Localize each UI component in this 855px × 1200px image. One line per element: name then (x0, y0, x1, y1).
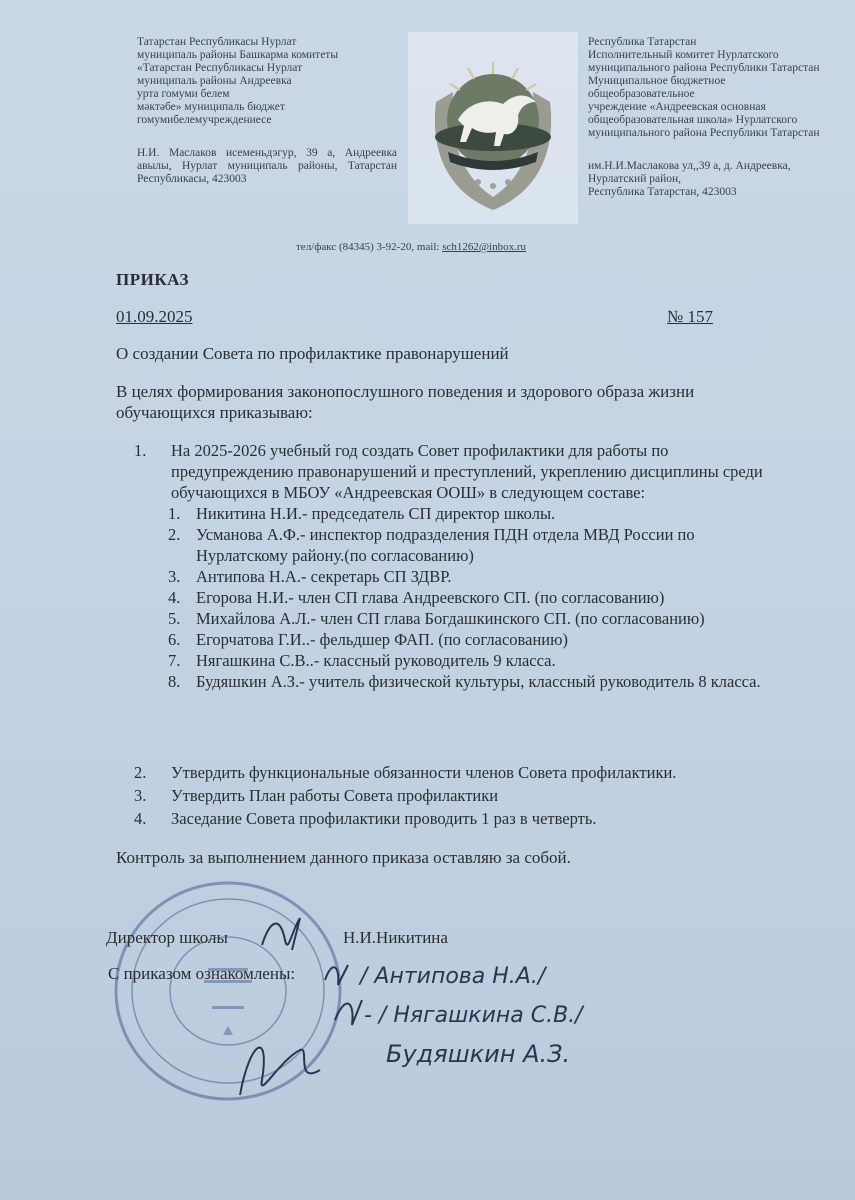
member-text: Егорова Н.И.- член СП глава Андреевского СП. (по согласованию) (196, 588, 665, 607)
member-item (134, 587, 774, 608)
member-text: Нягашкина С.В..- классный руководитель 9 класса. (196, 651, 556, 670)
order-subject: О создании Совета по профилактике правонарушений (116, 344, 509, 363)
contact-phone: тел/факс (84345) 3-92-20, mail: (296, 241, 440, 253)
acquainted-label: С приказом ознакомлены: (108, 964, 296, 983)
order-secondary-list (134, 761, 774, 830)
contact-email-link[interactable]: sch1262@inbox.ru (442, 241, 526, 253)
member-number: 3. (168, 567, 181, 586)
header-right-line: муниципального района Республики Татарстан (588, 62, 820, 74)
member-number: 1. (168, 504, 181, 523)
header-left-line: урта гомуми белем (137, 88, 230, 100)
official-stamp-icon (108, 876, 348, 1106)
member-item (134, 503, 774, 524)
item-number: 4. (134, 809, 147, 828)
list-item (134, 761, 774, 784)
member-item (134, 650, 774, 671)
member-text: Михайлова А.Л.- член СП глава Богдашкинского СП. (по согласованию) (196, 609, 705, 628)
header-right-block (588, 36, 850, 199)
member-number: 2. (168, 525, 181, 544)
member-item (134, 608, 774, 629)
member-item (134, 524, 774, 566)
header-left-block (137, 36, 397, 186)
header-right-line: Исполнительный комитет Нурлатского (588, 49, 779, 61)
item-text: На 2025-2026 учебный год создать Совет профилактики для работы по предупреждению правонарушений и преступлений, укреплению дисциплины среди обучающихся в МБОУ «Андреевская ООШ» в следующем составе: (171, 441, 763, 502)
order-number: № 157 (667, 307, 713, 326)
address-line: им.Н.И.Маслакова ул,,39 а, д. Андреевка, (588, 160, 791, 172)
header-left-line: муниципаль районы Андреевка (137, 75, 292, 87)
member-item (134, 566, 774, 587)
item-number: 1. (134, 441, 147, 460)
members-list (134, 503, 774, 692)
order-date: 01.09.2025 (116, 307, 193, 326)
member-number: 5. (168, 609, 181, 628)
order-title: ПРИКАЗ (116, 270, 189, 289)
member-number: 4. (168, 588, 181, 607)
member-number: 7. (168, 651, 181, 670)
tatarstan-emblem-icon (408, 32, 578, 224)
header-left-line: муниципаль районы Башкарма комитеты (137, 49, 339, 61)
item-number: 2. (134, 763, 147, 782)
member-item (134, 671, 774, 692)
handwritten-note: / Антипова Н.А./ (360, 964, 546, 989)
header-left-address: Н.И. Маслаков исеменьдэгур, 39 а, Андреевка авылы, Нурлат муниципаль районы, Татарстан Республикасы, 423003 (137, 147, 397, 185)
member-text: Будяшкин А.З.- учитель физической культуры, классный руководитель 8 класса. (196, 672, 761, 691)
header-right-line: Муниципальное бюджетное (588, 75, 726, 87)
item-number: 3. (134, 786, 147, 805)
member-text: Антипова Н.А.- секретарь СП ЗДВР. (196, 567, 452, 586)
address-line: Нурлатский район, (588, 173, 682, 185)
header-right-line: учреждение «Андреевская основная (588, 101, 766, 113)
header-left-line: мәктәбе» муниципаль бюджет (137, 101, 285, 113)
list-item (134, 784, 774, 807)
header-right-line: общеобразовательная школа» Нурлатского (588, 114, 798, 126)
member-item (134, 629, 774, 650)
director-name: Н.И.Никитина (343, 928, 448, 947)
member-number: 6. (168, 630, 181, 649)
control-statement: Контроль за выполнением данного приказа оставляю за собой. (116, 848, 571, 867)
item-text: Заседание Совета профилактики проводить 1 раз в четверть. (171, 809, 597, 828)
item-text: Утвердить План работы Совета профилактики (171, 786, 499, 805)
member-text: Егорчатова Г.И..- фельдшер ФАП. (по согласованию) (196, 630, 568, 649)
header-left-line: Татарстан Республикасы Нурлат (137, 36, 297, 48)
order-intro: В целях формирования законопослушного поведения и здорового образа жизни обучающихся приказываю: (116, 382, 695, 422)
member-number: 8. (168, 672, 181, 691)
member-text: Усманова А.Ф.- инспектор подразделения ПДН отдела МВД России по Нурлатскому району.(по согласованию) (196, 525, 695, 565)
header-right-address (588, 160, 850, 199)
address-line: Республика Татарстан, 423003 (588, 186, 737, 198)
header-left-line: «Татарстан Республикасы Нурлат (137, 62, 303, 74)
handwritten-note: Будяшкин А.З. (386, 1040, 571, 1068)
handwritten-note: - / Нягашкина С.В./ (364, 1003, 583, 1028)
list-item (134, 440, 774, 503)
contact-line (296, 241, 526, 253)
item-text: Утвердить функциональные обязанности членов Совета профилактики. (171, 763, 677, 782)
list-item (134, 807, 774, 830)
header-right-line: Республика Татарстан (588, 36, 697, 48)
header-left-line: гомумибелемучреждениесе (137, 114, 272, 126)
order-main-list (134, 440, 774, 692)
member-text: Никитина Н.И.- председатель СП директор школы. (196, 504, 556, 523)
header-right-line: общеобразовательное (588, 88, 695, 100)
header-right-line: муниципального района Республики Татарстан (588, 127, 820, 139)
director-label: Директор школы (106, 928, 228, 947)
